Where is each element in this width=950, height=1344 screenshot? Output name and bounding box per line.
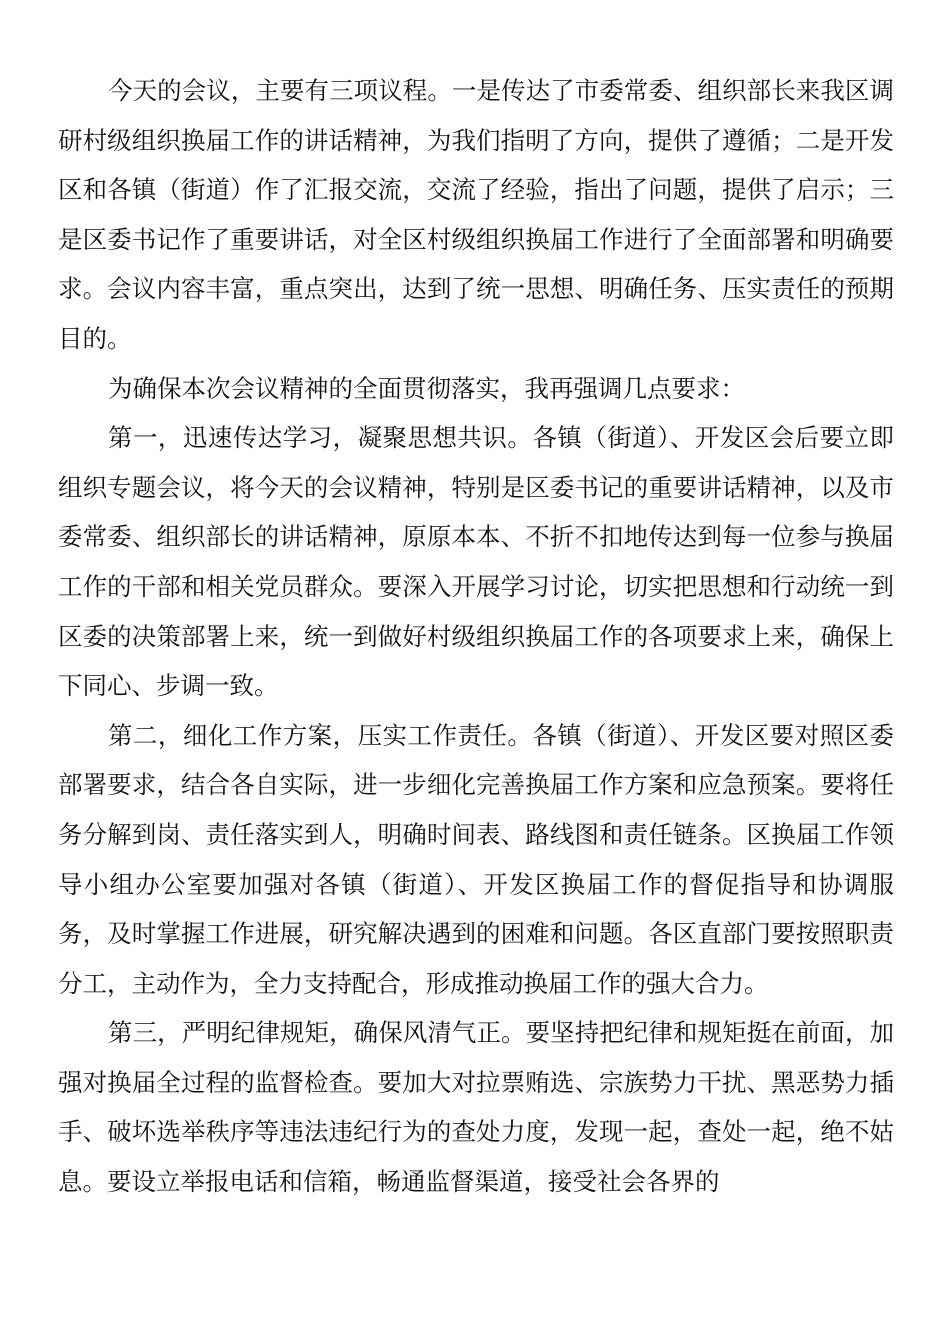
paragraph-requirement-3 [58, 1008, 894, 1206]
paragraph-requirement-1 [58, 413, 894, 711]
requirement-heading: 第二，细化工作方案，压实工作责任。 [108, 720, 533, 750]
paragraph-text: 今天的会议，主要有三项议程。一是传达了市委常委、组织部长来我区调研村级组织换届工作的讲话精神，为我们指明了方向，提供了遵循；二是开发区和各镇（街道）作了汇报交流，交流了经验，指出了问题，提供了启示；三是区委书记作了重要讲话，对全区村级组织换届工作进行了全面部署和明确要求。会议内容丰富，重点突出，达到了统一思想、明确任务、压实责任的预期目的。 [58, 76, 894, 353]
requirement-heading: 第三，严明纪律规矩，确保风清气正。 [108, 1018, 526, 1048]
paragraph-requirement-2 [58, 711, 894, 1009]
paragraph-requirements-intro [58, 364, 894, 414]
paragraph-text: 为确保本次会议精神的全面贯彻落实，我再强调几点要求： [108, 373, 745, 403]
document-page [58, 66, 894, 1207]
paragraph-text: 各镇（街道）、开发区会后要立即组织专题会议，将今天的会议精神，特别是区委书记的重要讲话精神，以及市委常委、组织部长的讲话精神，原原本本、不折不扣地传达到每一位参与换届工作的干部和相关党员群众。要深入开展学习讨论，切实把思想和行动统一到区委的决策部署上来，统一到做好村级组织换届工作的各项要求上来，确保上下同心、步调一致。 [58, 423, 895, 701]
requirement-heading: 第一，迅速传达学习，凝聚思想共识。 [108, 423, 533, 453]
paragraph-meeting-summary [58, 66, 894, 364]
paragraph-text: 各镇（街道）、开发区要对照区委部署要求，结合各自实际，进一步细化完善换届工作方案和应急预案。要将任务分解到岗、责任落实到人，明确时间表、路线图和责任链条。区换届工作领导小组办公室要加强对各镇（街道）、开发区换届工作的督促指导和协调服务，及时掌握工作进展，研究解决遇到的困难和问题。各区直部门要按照职责分工，主动作为，全力支持配合，形成推动换届工作的强大合力。 [58, 720, 895, 998]
paragraph-text: 要坚持把纪律和规矩挺在前面，加强对换届全过程的监督检查。要加大对拉票贿选、宗族势力干扰、黑恶势力插手、破坏选举秩序等违法违纪行为的查处力度，发现一起，查处一起，绝不姑息。要设立举报电话和信箱，畅通监督渠道，接受社会各界的 [58, 1018, 895, 1197]
